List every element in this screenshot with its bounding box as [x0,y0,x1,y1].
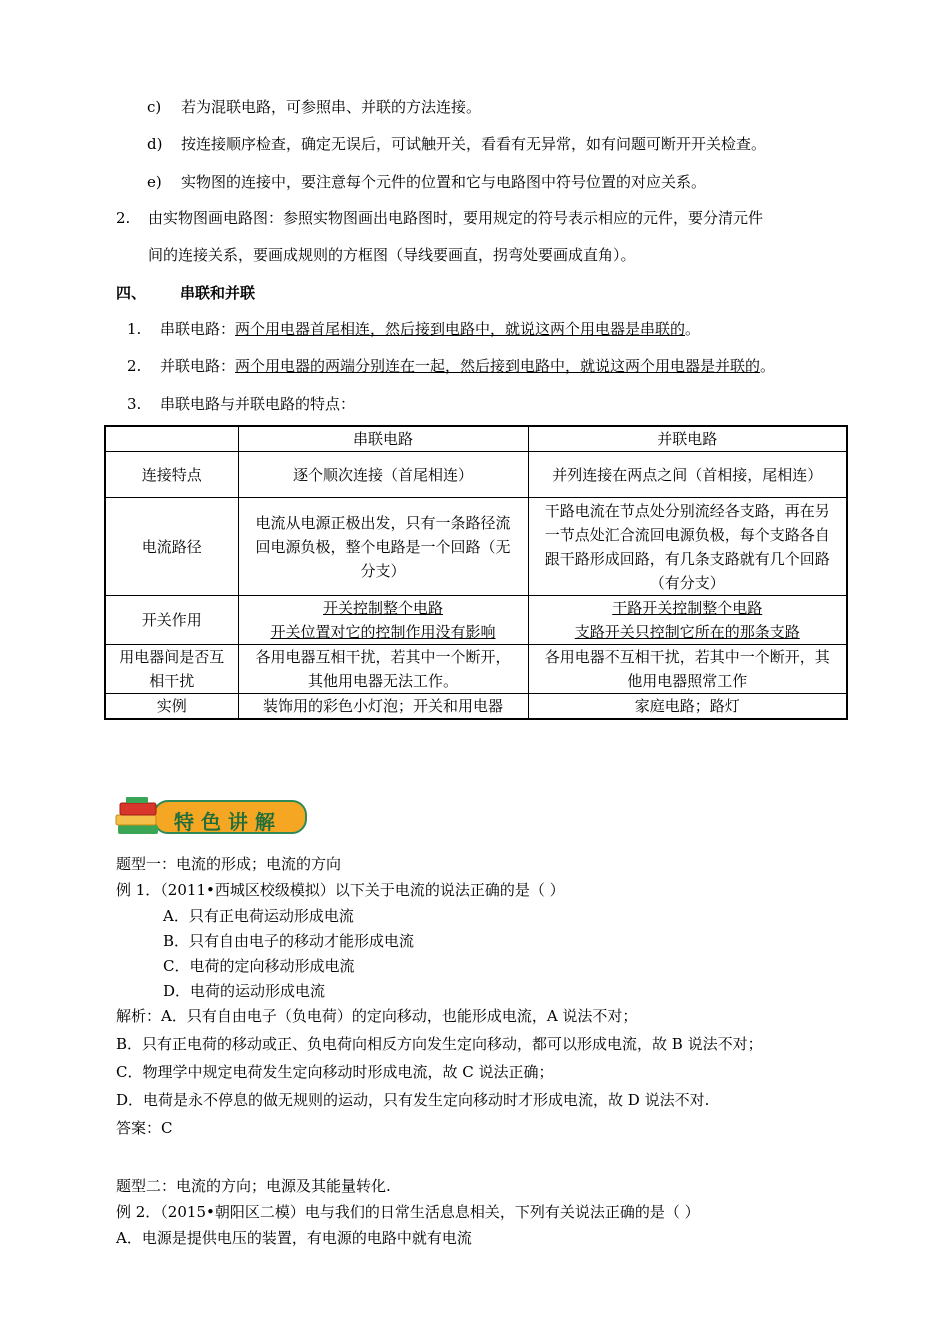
section-heading: 四、 串联和并联 [116,284,256,302]
table-row: 连接特点 逐个顺次连接（首尾相连） 并列连接在两点之间（首相接，尾相连） [105,452,847,498]
list-item: 3. 串联电路与并联电路的特点： [127,395,356,413]
example-stem: 例 1．（2011•西城区校级模拟）以下关于电流的说法正确的是（ ） [116,881,565,899]
analysis-line: 解析：A．只有自由电子（负电荷）的定向移动，也能形成电流，A 说法不对； [116,1007,638,1025]
table-header-row [105,426,847,452]
badge-title: 特 色 讲 解 [174,810,275,834]
option: D．电荷的运动形成电流 [163,982,326,1000]
analysis-line: D．电荷是永不停息的做无规则的运动，只有发生定向移动时才形成电流，故 D 说法不对. [116,1091,710,1109]
definition-text: 两个用电器的两端分别连在一起，然后接到电路中，就说这两个用电器是并联的 [235,357,761,375]
list-item: 2. 并联电路：两个用电器的两端分别连在一起，然后接到电路中，就说这两个用电器是并联的。 [127,357,776,375]
list-item: 2. 由实物图画电路图：参照实物图画出电路图时，要用规定的符号表示相应的元件，要分清元件 [116,209,764,227]
comparison-table [104,425,848,720]
option: C．电荷的定向移动形成电流 [163,957,355,975]
feature-badge [114,795,310,841]
option: A．只有正电荷运动形成电流 [163,907,354,925]
analysis-line: C．物理学中规定电荷发生定向移动时形成电流，故 C 说法正确； [116,1063,554,1081]
question-type: 题型一：电流的形成；电流的方向 [116,855,342,873]
question-type: 题型二：电流的方向；电源及其能量转化. [116,1177,391,1195]
option: B．只有自由电子的移动才能形成电流 [163,932,415,950]
list-item: 1. 串联电路：两个用电器首尾相连，然后接到电路中，就说这两个用电器是串联的。 [127,320,701,338]
table-row: 实例 装饰用的彩色小灯泡；开关和用电器 家庭电路；路灯 [105,694,847,720]
paragraph-line: 间的连接关系，要画成规则的方框图（导线要画直，拐弯处要画成直角）。 [148,246,636,264]
option: A．电源是提供电压的装置，有电源的电路中就有电流 [116,1229,472,1247]
header-series: 串联电路 [238,426,528,452]
example-stem: 例 2．（2015•朝阳区二模）电与我们的日常生活息息相关，下列有关说法正确的是（ ） [116,1203,700,1221]
definition-text: 两个用电器首尾相连，然后接到电路中，就说这两个用电器是串联的 [235,320,686,338]
table-row: 用电器间是否互相干扰 各用电器互相干扰，若其中一个断开，其他用电器无法工作。 各用电器不互相干扰，若其中一个断开，其他用电器照常工作 [105,645,847,694]
table-row: 开关作用 开关控制整个电路 开关位置对它的控制作用没有影响 干路开关控制整个电路 支路开关只控制它所在的那条支路 [105,596,847,645]
analysis-line: B．只有正电荷的移动或正、负电荷向相反方向发生定向移动，都可以形成电流，故 B 说法不对； [116,1035,763,1053]
answer: 答案：C [116,1119,173,1137]
list-item: d) 按连接顺序检查，确定无误后，可试触开关，看看有无异常，如有问题可断开开关检查。 [147,135,767,153]
table-row: 电流路径 电流从电源正极出发，只有一条路径流回电源负极，整个电路是一个回路（无分支） 干路电流在节点处分别流经各支路，再在另一节点处汇合流回电源负极，每个支路各自跟干路形成回路，有几条支路就有几个回路（有分支） [105,498,847,596]
list-item: e) 实物图的连接中，要注意每个元件的位置和它与电路图中符号位置的对应关系。 [147,173,707,191]
list-item: c) 若为混联电路，可参照串、并联的方法连接。 [147,98,482,116]
header-parallel: 并联电路 [528,426,847,452]
